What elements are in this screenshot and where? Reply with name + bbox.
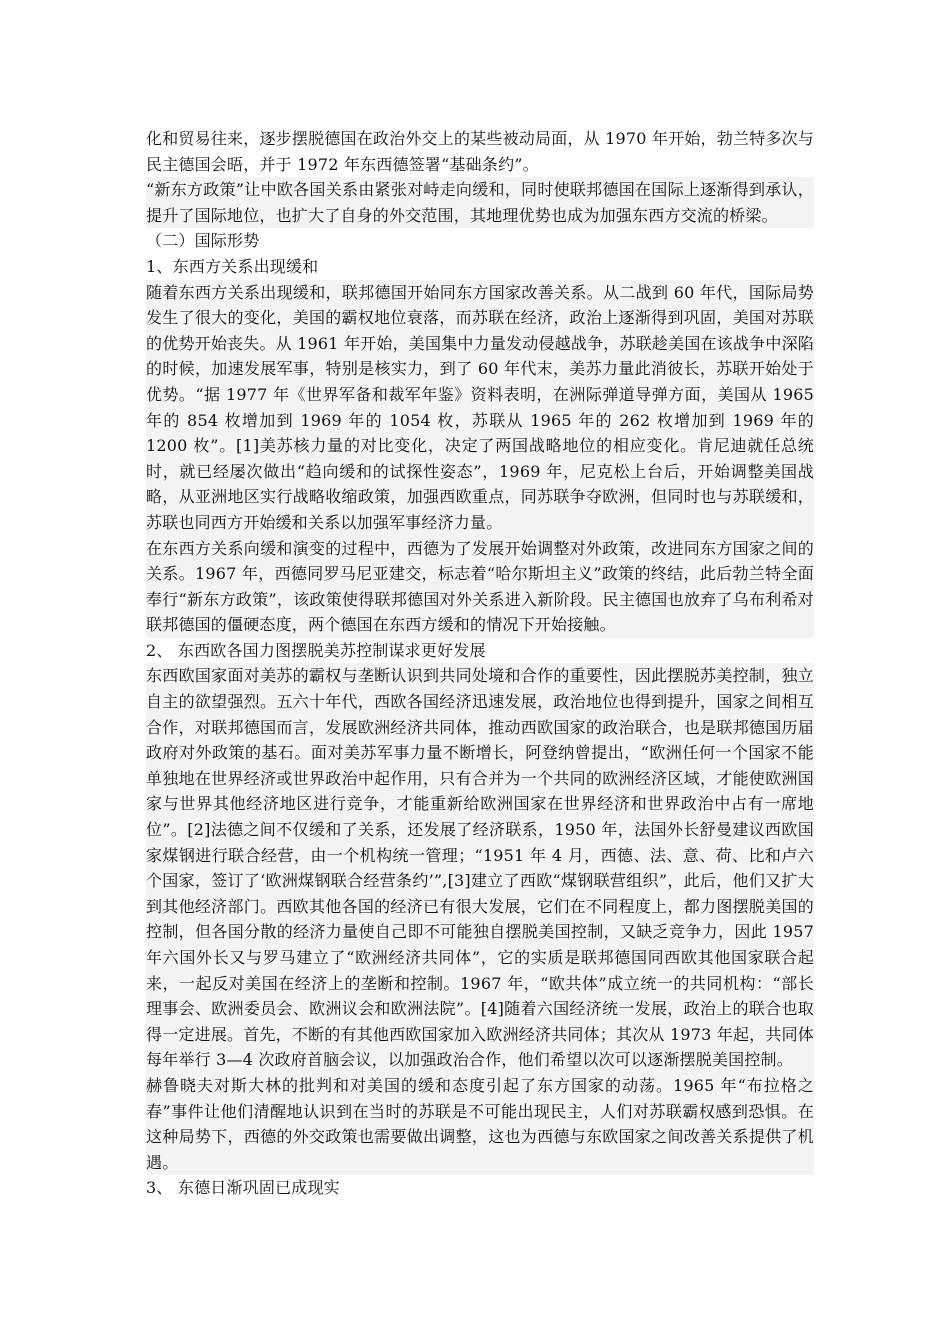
paragraph: 化和贸易往来，逐步摆脱德国在政治外交上的某些被动局面，从 1970 年开始，勃兰特多次与民主德国会晤，并于 1972 年东西德签署“基础条约”。 [146,129,814,174]
paragraph: 随着东西方关系出现缓和，联邦德国开始同东方国家改善关系。从二战到 60 年代，国际局势发生了很大的变化，美国的霸权地位衰落，而苏联在经济，政治上逐渐得到巩固，美国对苏联的优势开始丧失。从 1961 年开始，美国集中力量发动侵越战争，苏联趁美国在该战争中深陷的时候，加速发展军事，特别是核实力，到了 60 年代末，美苏力量此消彼长，苏联开始处于优势。“据 1977 年《世界军备和裁军年鉴》资料表明，在洲际弹道导弹方面，美国从 1965 年的 854 枚增加到 1969 年的 1054 枚，苏联从 1965 年的 262 枚增加到 1969 年的 1200 枚”。[1]美苏核力量的对比变化，决定了两国战略地位的相应变化。肯尼迪就任总统时，就已经屡次做出“趋向缓和的试探性姿态”，1969 年，尼克松上台后，开始调整美国战略，从亚洲地区实行战略收缩政策，加强西欧重点，同苏联争夺欧洲，但同时也与苏联缓和，苏联也同西方开始缓和关系以加强军事经济力量。 [146,280,814,536]
paragraph: “新东方政策”让中欧各国关系由紧张对峙走向缓和，同时使联邦德国在国际上逐渐得到承认，提升了国际地位，也扩大了自身的外交范围，其地理优势也成为加强东西方交流的桥梁。 [146,177,814,228]
paragraph: 赫鲁晓夫对斯大林的批判和对美国的缓和态度引起了东方国家的动荡。1965 年“布拉格之春”事件让他们清醒地认识到在当时的苏联是不可能出现民主，人们对苏联霸权感到恐惧。在这种局势下，西德的外交政策也需要做出调整，这也为西德与东欧国家之间改善关系提供了机遇。 [146,1073,814,1175]
section-heading: （二）国际形势 [146,231,260,251]
paragraph: 东西欧国家面对美苏的霸权与垄断认识到共同处境和合作的重要性，因此摆脱苏美控制，独立自主的欲望强烈。五六十年代，西欧各国经济迅速发展，政治地位也得到提升，国家之间相互合作，对联邦德国而言，发展欧洲经济共同体，推动西欧国家的政治联合，也是联邦德国历届政府对外政策的基石。面对美苏军事力量不断增长，阿登纳曾提出，“欧洲任何一个国家不能单独地在世界经济或世界政治中起作用，只有合并为一个共同的欧洲经济区域，才能使欧洲国家与世界其他经济地区进行竞争，才能重新给欧洲国家在世界经济和世界政治中占有一席地位”。[2]法德之间不仅缓和了关系，还发展了经济联系，1950 年，法国外长舒曼建议西欧国家煤钢进行联合经营，由一个机构统一管理；“1951 年 4 月，西德、法、意、荷、比和卢六个国家，签订了‘欧洲煤钢联合经营条约’”,[3]建立了西欧“煤钢联营组织”，此后，他们又扩大到其他经济部门。西欧其他各国的经济已有很大发展，它们在不同程度上，都力图摆脱美国的控制，但各国分散的经济力量使自己即不可能独自摆脱美国控制，又缺乏竞争力，因此 1957 年六国外长又与罗马建立了“欧洲经济共同体”，它的实质是联邦德国同西欧其他国家联合起来，一起反对美国在经济上的垄断和控制。1967 年，“欧共体”成立统一的共同机构：“部长理事会、欧洲委员会、欧洲议会和欧洲法院”。[4]随着六国经济统一发展，政治上的联合也取得一定进展。首先，不断的有其他西欧国家加入欧洲经济共同体；其次从 1973 年起，共同体每年举行 3—4 次政府首脑会议，以加强政治合作，他们希望以次可以逐渐摆脱美国控制。 [146,663,814,1073]
subsection-heading: 2、 东西欧各国力图摆脱美苏控制谋求更好发展 [146,640,486,660]
paragraph: 在东西方关系向缓和演变的过程中，西德为了发展开始调整对外政策，改进同东方国家之间的关系。1967 年，西德同罗马尼亚建交，标志着“哈尔斯坦主义”政策的终结，此后勃兰特全面奉行“新东方政策”，该政策使得联邦德国对外关系进入新阶段。民主德国也放弃了乌布利希对联邦德国的僵硬态度，两个德国在东西方缓和的情况下开始接触。 [146,536,814,638]
subsection-heading: 1、东西方关系出现缓和 [146,256,319,276]
document-body [146,126,820,1201]
subsection-heading: 3、 东德日渐巩固已成现实 [146,1178,340,1198]
